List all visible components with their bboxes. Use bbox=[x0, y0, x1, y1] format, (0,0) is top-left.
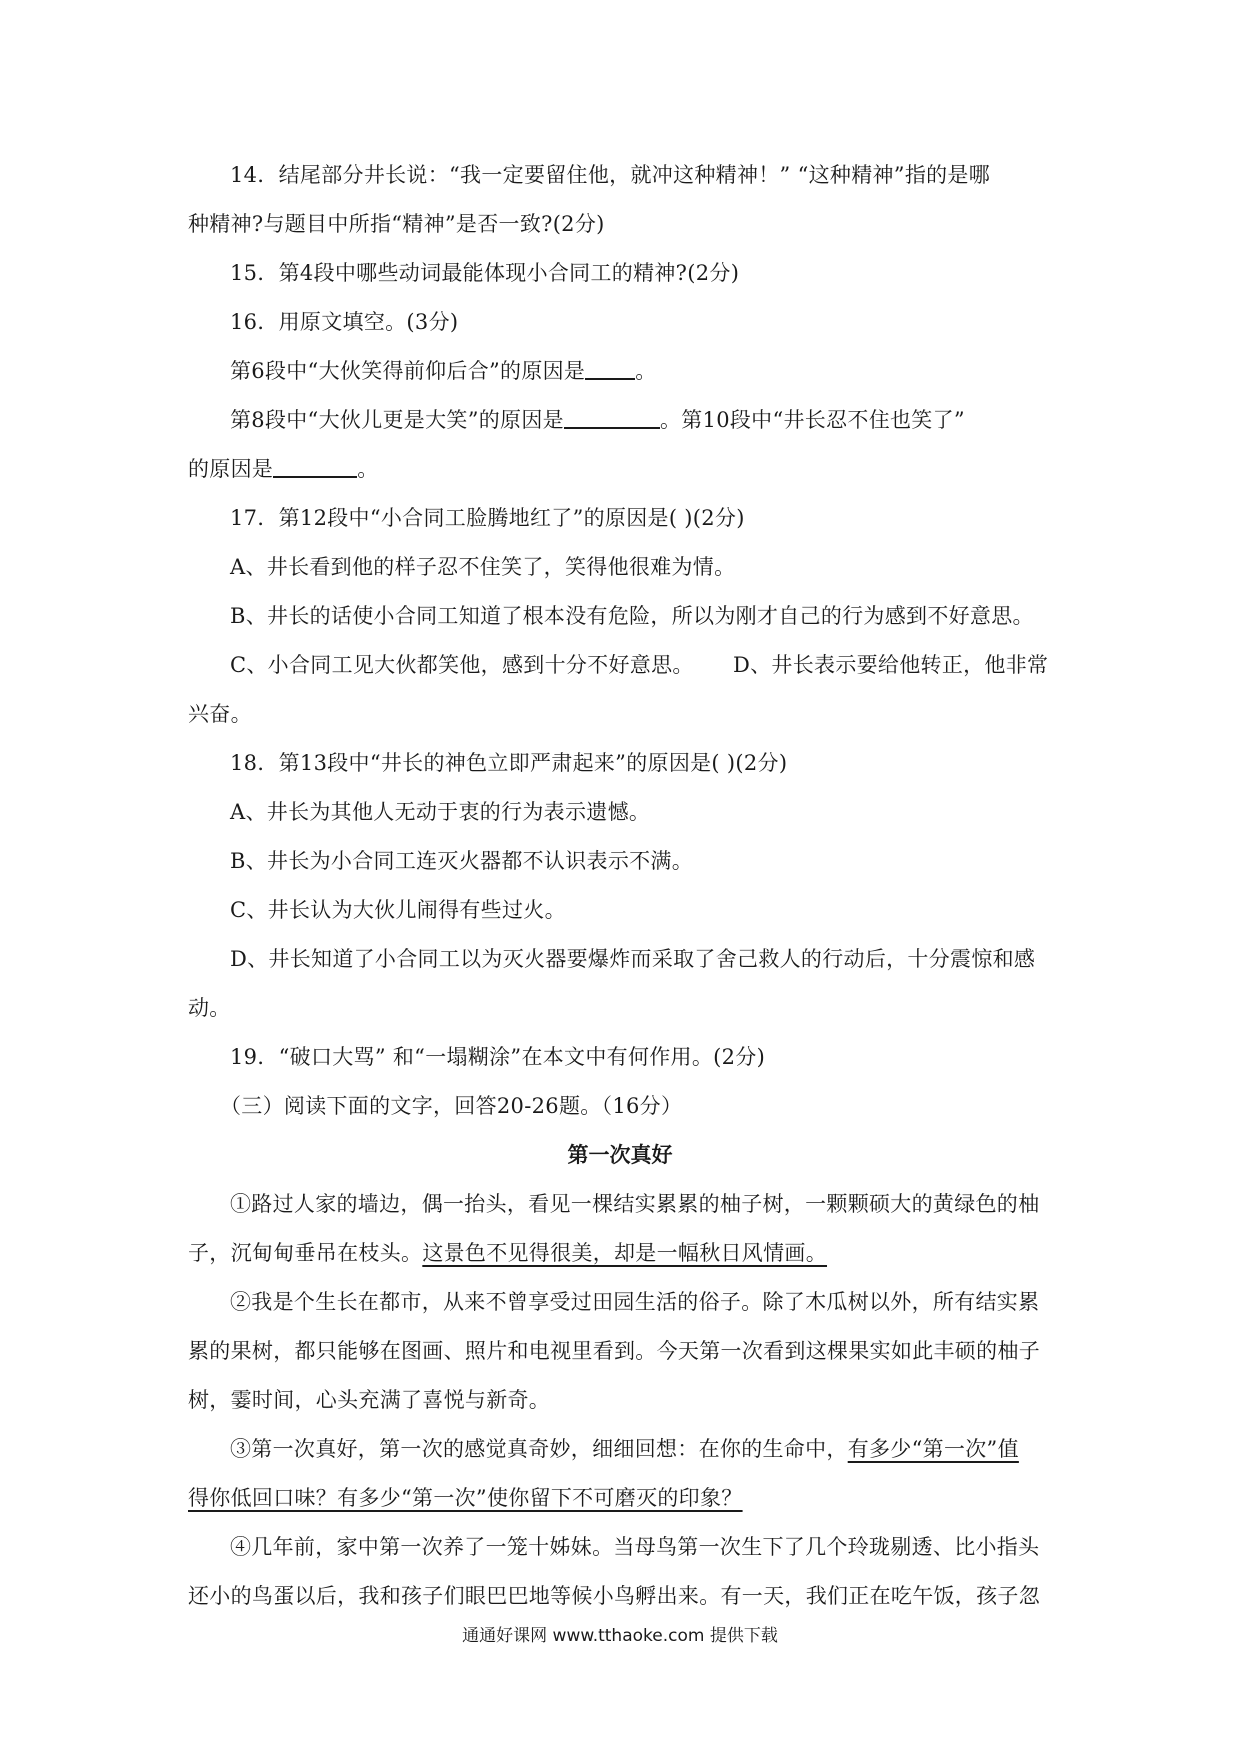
page-footer: 通通好课网 www.tthaoke.com 提供下载 bbox=[462, 1626, 778, 1646]
answer-blank[interactable] bbox=[273, 454, 357, 478]
q18-option-d: D、井长知道了小合同工以为灭火器要爆炸而采取了舍己救人的行动后，十分震惊和感 bbox=[230, 947, 1036, 971]
essay-p3-line-2 bbox=[188, 1483, 743, 1513]
answer-blank[interactable] bbox=[585, 356, 635, 380]
essay-p2-line-2: 累的果树，都只能够在图画、照片和电视里看到。今天第一次看到这棵果实如此丰硕的柚子 bbox=[188, 1339, 1040, 1363]
q18-option-d-cont: 动。 bbox=[188, 996, 231, 1020]
q14-line-2: 种精神?与题目中所指“精神”是否一致?(2分) bbox=[188, 212, 605, 236]
q16-item-b-rest: 。第10段中“井长忍不住也笑了” bbox=[659, 408, 965, 432]
essay-p4-line-2: 还小的鸟蛋以后，我和孩子们眼巴巴地等候小鸟孵出来。有一天，我们正在吃午饭，孩子忽 bbox=[188, 1584, 1040, 1608]
q16-item-b-text: 第8段中“大伙儿更是大笑”的原因是 bbox=[230, 408, 564, 432]
q16-item-a-text: 第6段中“大伙笑得前仰后合”的原因是 bbox=[230, 359, 586, 383]
underlined-sentence: 得你低回口味？有多少“第一次”使你留下不可磨灭的印象？ bbox=[188, 1486, 743, 1510]
q17-option-a: A、井长看到他的样子忍不住笑了，笑得他很难为情。 bbox=[230, 555, 736, 579]
q17-option-c: C、小合同工见大伙都笑他，感到十分不好意思。 bbox=[230, 653, 694, 677]
underlined-sentence: 这景色不见得很美，却是一幅秋日风情画。 bbox=[422, 1241, 828, 1265]
underlined-sentence: 有多少“第一次”值 bbox=[847, 1437, 1019, 1461]
q16-item-a-end: 。 bbox=[635, 359, 657, 383]
essay-p2-line-3: 树，霎时间，心头充满了喜悦与新奇。 bbox=[188, 1388, 551, 1412]
q17-option-d-cont: 兴奋。 bbox=[188, 702, 252, 726]
q16-item-c bbox=[188, 454, 379, 484]
essay-title: 第一次真好 bbox=[567, 1142, 673, 1167]
q16-item-b bbox=[230, 405, 965, 435]
q14-line-1: 14．结尾部分井长说：“我一定要留住他，就冲这种精神！” “这种精神”指的是哪 bbox=[230, 163, 991, 187]
q17-option-b: B、井长的话使小合同工知道了根本没有危险，所以为刚才自己的行为感到不好意思。 bbox=[230, 604, 1034, 628]
q16-stem: 16．用原文填空。(3分) bbox=[230, 310, 459, 334]
q15: 15．第4段中哪些动词最能体现小合同工的精神?(2分) bbox=[230, 261, 740, 285]
q16-item-c-end: 。 bbox=[357, 457, 379, 481]
q18-option-a: A、井长为其他人无动于衷的行为表示遗憾。 bbox=[230, 800, 651, 824]
essay-p3-line-1 bbox=[230, 1434, 1019, 1464]
essay-p2-line-1: ②我是个生长在都市，从来不曾享受过田园生活的俗子。除了木瓜树以外，所有结实累 bbox=[230, 1290, 1040, 1314]
q19: 19．“破口大骂” 和“一塌糊涂”在本文中有何作用。(2分) bbox=[230, 1045, 766, 1069]
q18-option-b: B、井长为小合同工连灭火器都不认识表示不满。 bbox=[230, 849, 694, 873]
q17-option-d: D、井长表示要给他转正，他非常 bbox=[733, 653, 1049, 677]
essay-p1-text: 子，沉甸甸垂吊在枝头。 bbox=[188, 1241, 423, 1265]
q18-stem: 18．第13段中“井长的神色立即严肃起来”的原因是( )(2分) bbox=[230, 751, 788, 775]
essay-p1-line-2 bbox=[188, 1238, 827, 1268]
q16-item-c-text: 的原因是 bbox=[188, 457, 274, 481]
section-3-heading: （三）阅读下面的文字，回答20-26题。（16分） bbox=[220, 1094, 683, 1118]
q16-item-a bbox=[230, 356, 657, 386]
answer-blank[interactable] bbox=[564, 405, 660, 429]
essay-p3-text: ③第一次真好，第一次的感觉真奇妙，细细回想：在你的生命中， bbox=[230, 1437, 848, 1461]
essay-p1-line-1: ①路过人家的墙边，偶一抬头，看见一棵结实累累的柚子树，一颗颗硕大的黄绿色的柚 bbox=[230, 1192, 1040, 1216]
q17-stem: 17．第12段中“小合同工脸腾地红了”的原因是( )(2分) bbox=[230, 506, 745, 530]
q18-option-c: C、井长认为大伙儿闹得有些过火。 bbox=[230, 898, 566, 922]
essay-p4-line-1: ④几年前，家中第一次养了一笼十姊妹。当母鸟第一次生下了几个玲珑剔透、比小指头 bbox=[230, 1535, 1040, 1559]
